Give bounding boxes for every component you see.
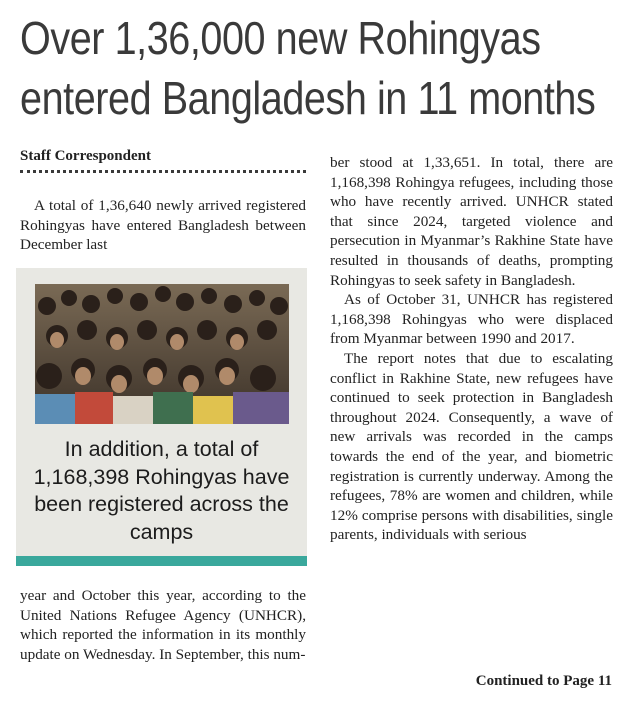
headline-line-2: entered Bangladesh in 11 months — [20, 72, 596, 124]
left-column-continuation — [20, 586, 306, 664]
headline — [20, 8, 596, 128]
headline-line-1: Over 1,36,000 new Rohingyas — [20, 12, 541, 64]
right-column — [330, 153, 613, 545]
crowd-photo-icon — [35, 284, 289, 424]
pullquote-accent-bar — [16, 556, 307, 566]
left-continuation-paragraph: year and October this year, according to the United Nations Refugee Agency (UNHCR), which reported the information in its monthly update on Wednesday. In September, this num- — [20, 587, 306, 663]
byline-divider — [20, 170, 306, 173]
right-paragraph-2: As of October 31, UNHCR has registered 1,168,398 Rohingyas who were displaced from Myanmar between 1990 and 2017. — [330, 291, 613, 348]
continued-link[interactable]: Continued to Page 11 — [475, 673, 612, 689]
right-paragraph-3: The report notes that due to escalating conflict in Rakhine State, new refugees have continued to seek protection in Bangladesh throughout 2024. Consequently, a wave of new arrivals was recorded in the camps towards the end of the year, and biometric registration is currently underway. Among the refugees, 78% are women and children, while 12% comprise persons with disabilities, single parents, individuals with serious — [330, 349, 613, 544]
pullquote-text: In addition, a total of 1,168,398 Rohingyas have been registered across the camps — [33, 437, 290, 544]
article-lead — [20, 196, 306, 255]
byline: Staff Correspondent — [20, 148, 151, 164]
lead-paragraph: A total of 1,36,640 newly arrived registered Rohingyas have entered Bangladesh between December last — [20, 197, 306, 254]
right-paragraph-1: ber stood at 1,33,651. In total, there are 1,168,398 Rohingya refugees, including those who have recently arrived. UNHCR stated that since 2024, targeted violence and persecution in Myanmar’s Rakhine State have resulted in thousands of deaths, prompting Rohingyas to seek safety in Bangladesh. — [330, 154, 613, 289]
